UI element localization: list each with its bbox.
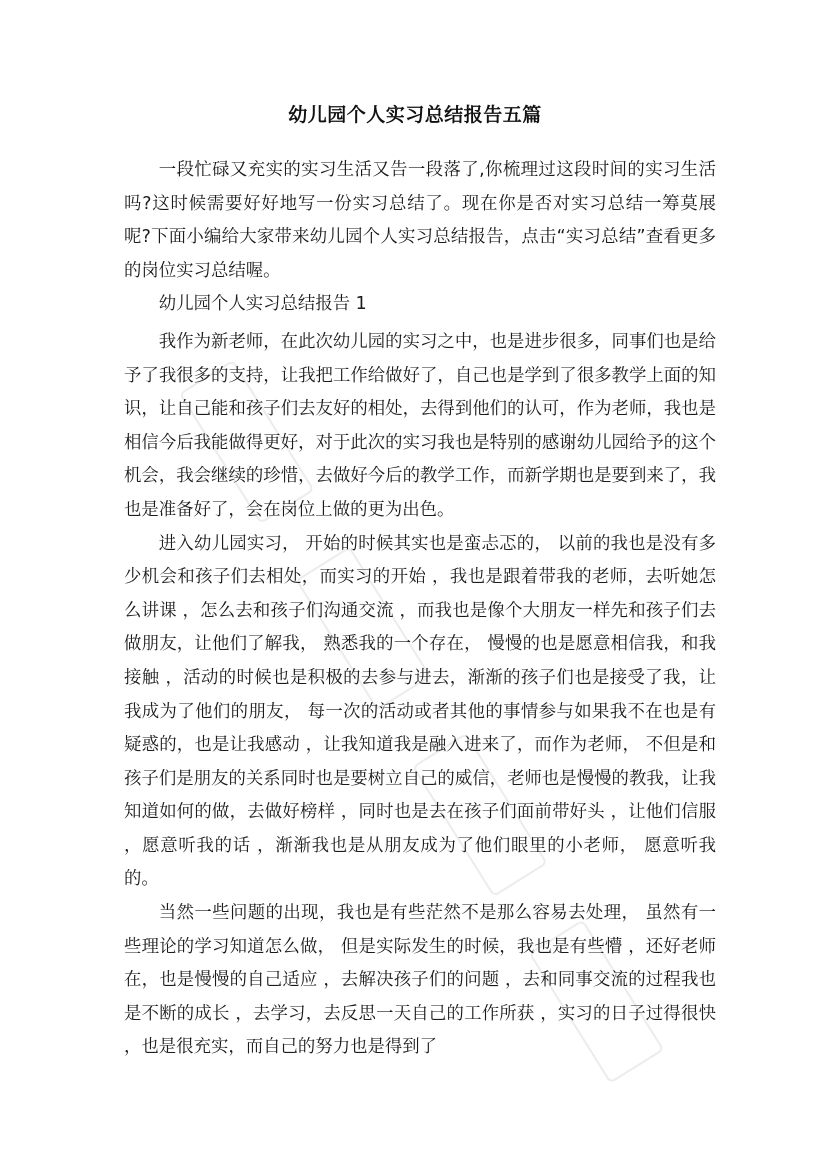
intro-paragraph: 一段忙碌又充实的实习生活又告一段落了,你梳理过这段时间的实习生活吗?这时候需要好好地写一份实习总结了。现在你是否对实习总结一筹莫展呢?下面小编给大家带来幼儿园个人实习总结报告，点击“实习总结”查看更多的岗位实习总结喔。 [124,160,716,281]
document-title: 幼儿园个人实习总结报告五篇 [288,104,542,126]
section-heading: 幼儿园个人实习总结报告 1 [158,294,367,315]
body-paragraph-2: 进入幼儿园实习， 开始的时候其实也是蛮忐忑的， 以前的我也是没有多少机会和孩子们去相处，而实习的开始 ，我也是跟着带我的老师，去听她怎么讲课 ，怎么去和孩子们沟通交流 ，而我也是像个大朋友一样先和孩子们去做朋友，让他们了解我， 熟悉我的一个存在， 慢慢的也是愿意相信我，和我接触 ，活动的时候也是积极的去参与进去，渐渐的孩子们也是接受了我，让我成为了他们的朋友， 每一次的活动或者其他的事情参与如果我不在也是有疑惑的，也是让我感动 ，让我知道我是融入进来了，而作为老师， 不但是和孩子们是朋友的关系同时也是要树立自己的威信，老师也是慢慢的教我，让我知道如何的做，去做好榜样 ，同时也是去在孩子们面前带好头 ，让他们信服 ，愿意听我的话 ，渐渐我也是从朋友成为了他们眼里的小老师， 愿意听我的。 [124,533,716,890]
body-paragraph-3: 当然一些问题的出现，我也是有些茫然不是那么容易去处理， 虽然有一些理论的学习知道怎么做， 但是实际发生的时候，我也是有些懵 ，还好老师在，也是慢慢的自己适应 ，去解决孩子们的问题 ，去和同事交流的过程我也是不断的成长 ，去学习，去反思一天自己的工作所获 ，实习的日子过得很快 ，也是很充实，而自己的努力也是得到了 [124,903,717,1058]
document-body [124,154,716,1065]
body-paragraph-1: 我作为新老师，在此次幼儿园的实习之中，也是进步很多，同事们也是给予了我很多的支持，让我把工作给做好了，自己也是学到了很多教学上面的知识，让自己能和孩子们去友好的相处，去得到他们的认可，作为老师，我也是相信今后我能做得更好，对于此次的实习我也是特别的感谢幼儿园给予的这个机会，我会继续的珍惜，去做好今后的教学工作，而新学期也是要到来了，我也是准备好了，会在岗位上做的更为出色。 [124,331,716,520]
